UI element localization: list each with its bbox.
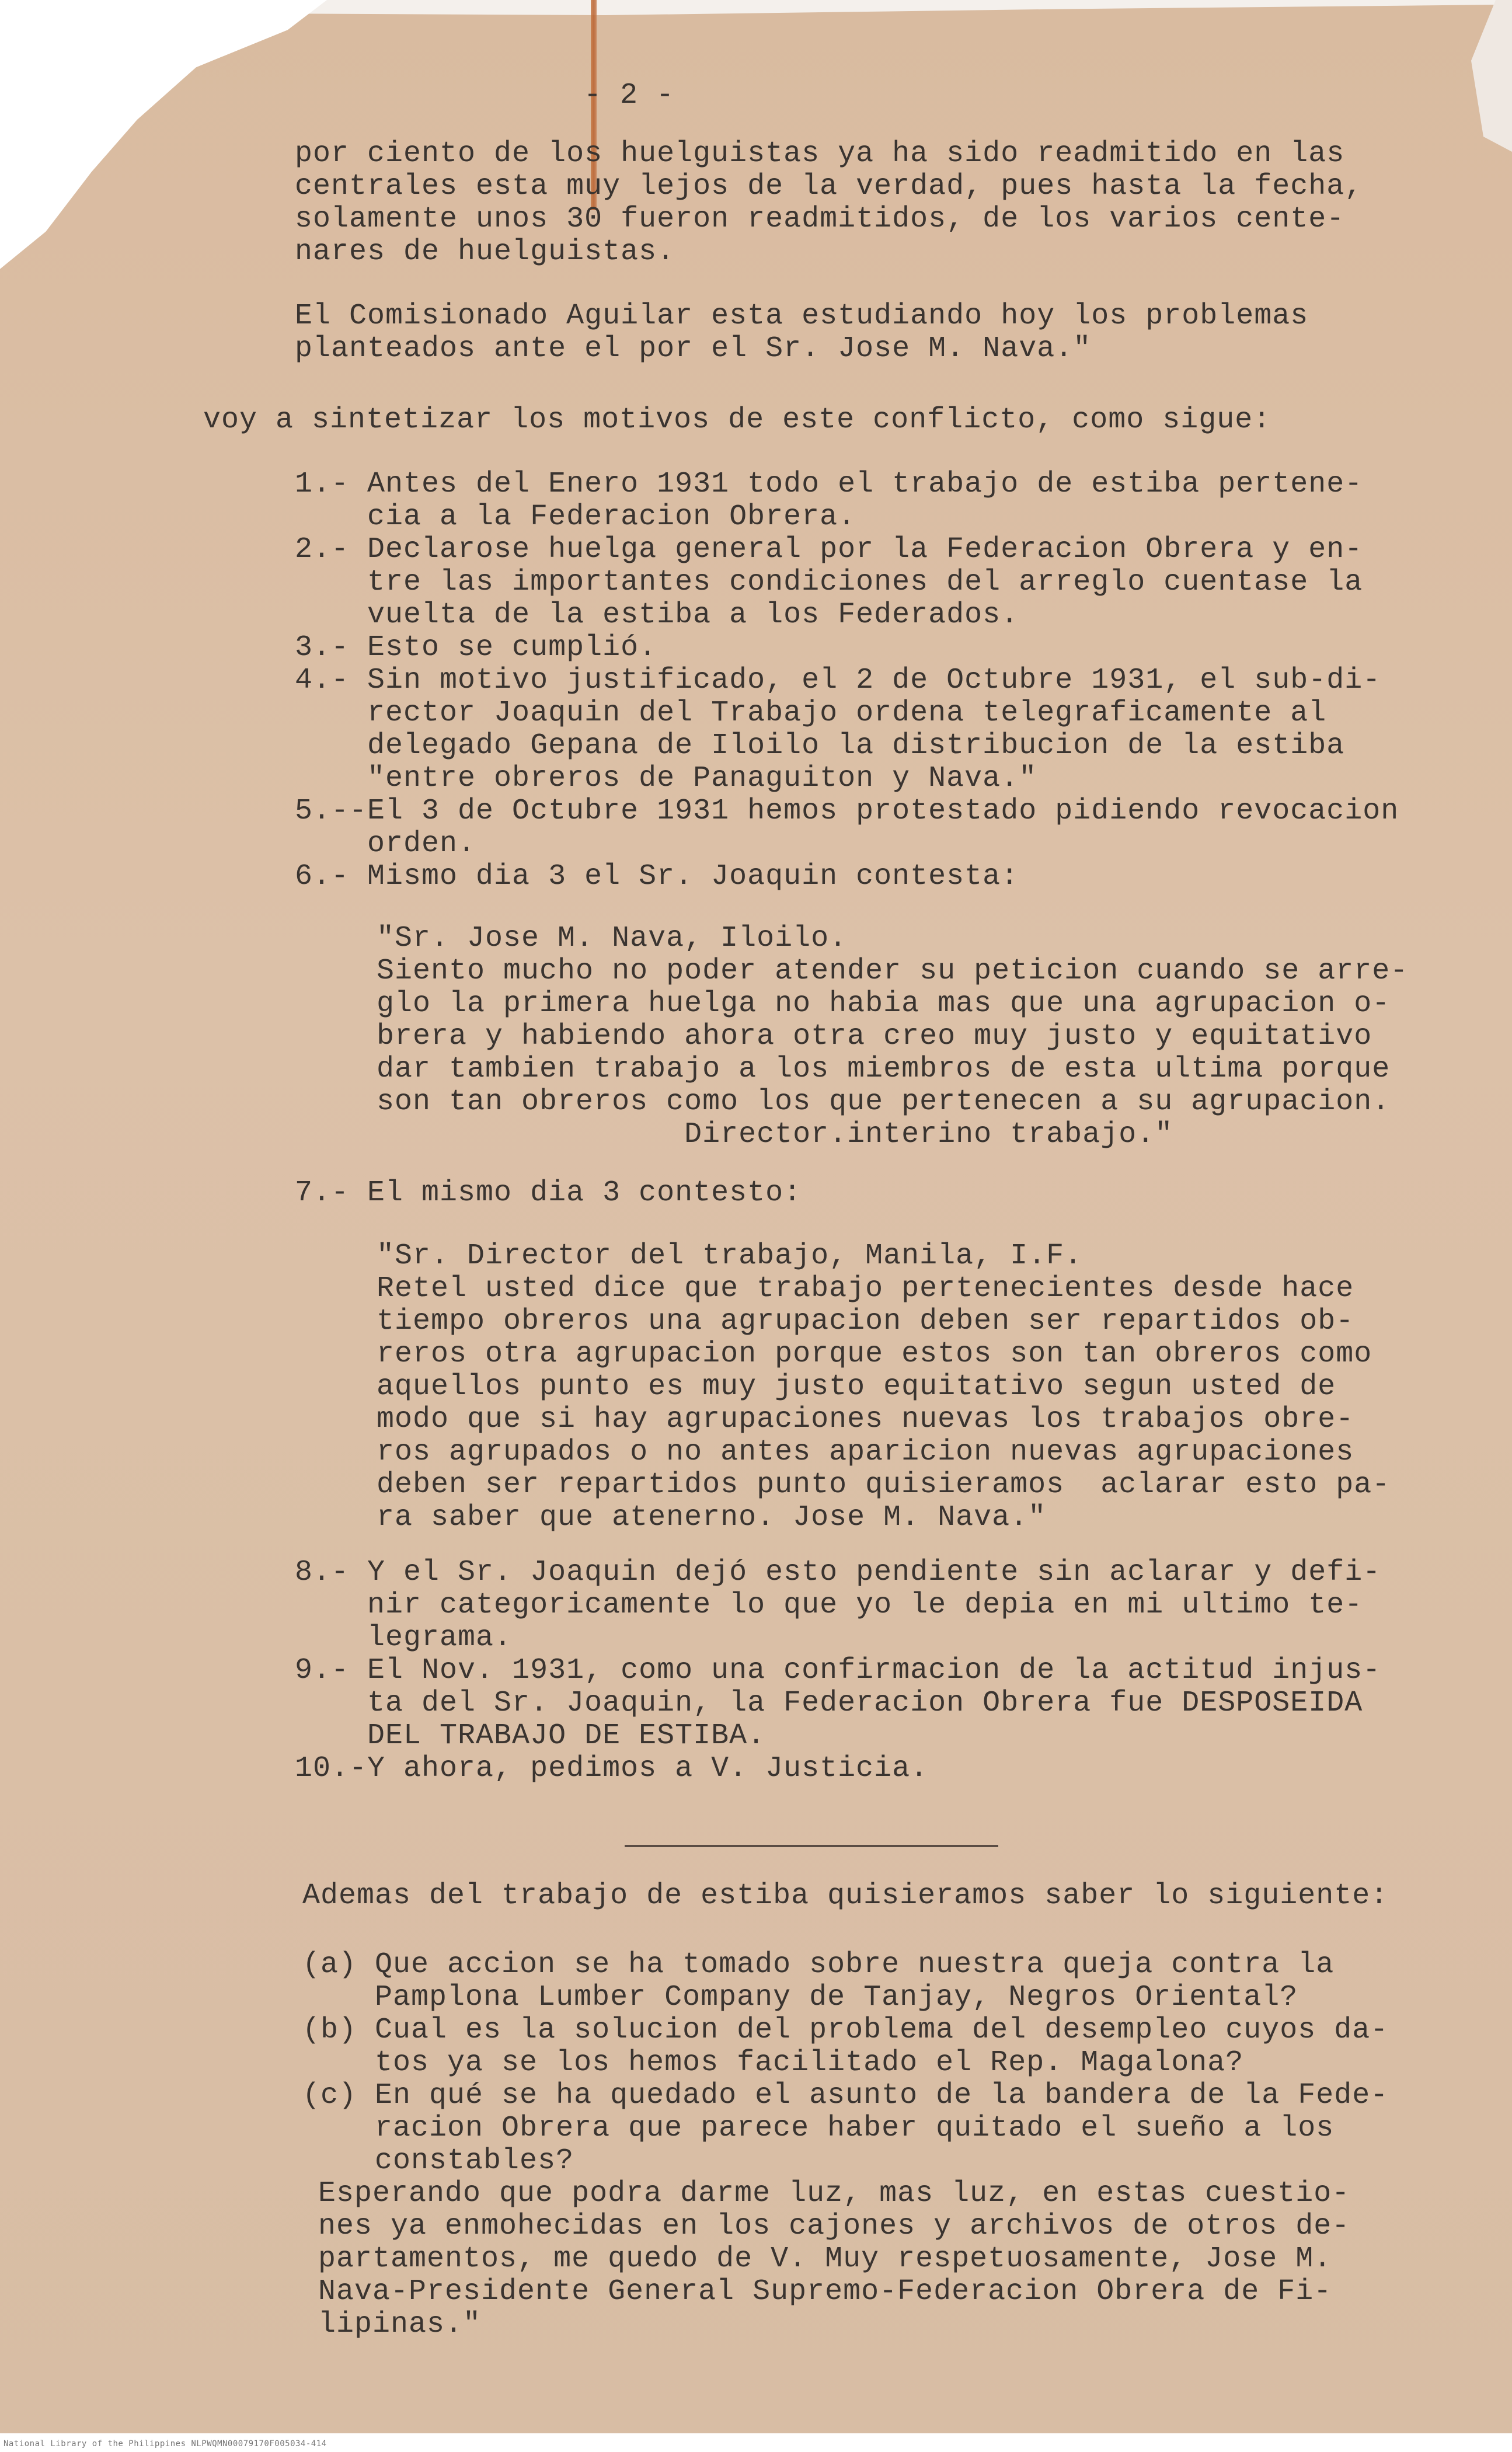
text-line: El Comisionado Aguilar esta estudiando hoy los problemas <box>295 299 1309 333</box>
list-item: (c) En qué se ha quedado el asunto de la bandera de la Fede- <box>302 2079 1389 2112</box>
section-divider <box>625 1845 998 1847</box>
page-number: - 2 - <box>584 79 675 112</box>
text-line: son tan obreros como los que pertenecen a su agrupacion. <box>377 1085 1391 1119</box>
list-item: 3.- Esto se cumplió. <box>295 631 657 664</box>
text-line: modo que si hay agrupaciones nuevas los trabajos obre- <box>377 1403 1354 1436</box>
text-line: reros otra agrupacion porque estos son tan obreros como <box>377 1338 1372 1371</box>
list-item: 10.-Y ahora, pedimos a V. Justicia. <box>295 1752 929 1785</box>
list-item: (a) Que accion se ha tomado sobre nuestra queja contra la <box>302 1948 1335 1981</box>
list-item: 6.- Mismo dia 3 el Sr. Joaquin contesta: <box>295 860 1019 893</box>
list-item: rector Joaquin del Trabajo ordena telegraficamente al <box>295 696 1327 730</box>
list-item: DEL TRABAJO DE ESTIBA. <box>295 1719 766 1753</box>
text-line: dar tambien trabajo a los miembros de esta ultima porque <box>377 1053 1391 1086</box>
text-line: "Sr. Jose M. Nava, Iloilo. <box>377 922 848 955</box>
text-line: partamentos, me quedo de V. Muy respetuosamente, Jose M. <box>318 2242 1332 2276</box>
list-item: tos ya se los hemos facilitado el Rep. Magalona? <box>302 2046 1244 2080</box>
list-item: 4.- Sin motivo justificado, el 2 de Octubre 1931, el sub-di- <box>295 664 1381 697</box>
text-line: "Sr. Director del trabajo, Manila, I.F. <box>377 1239 1083 1273</box>
text-line: nares de huelguistas. <box>295 235 675 269</box>
text-line: ros agrupados o no antes aparicion nuevas agrupaciones <box>377 1436 1354 1469</box>
list-item: "entre obreros de Panaguiton y Nava." <box>295 762 1037 795</box>
text-line: solamente unos 30 fueron readmitidos, de los varios cente- <box>295 203 1345 236</box>
text-line: nes ya enmohecidas en los cajones y archivos de otros de- <box>318 2210 1350 2243</box>
text-line: deben ser repartidos punto quisieramos aclarar esto pa- <box>377 1468 1391 1502</box>
text-line: Siento mucho no poder atender su peticion cuando se arre- <box>377 955 1409 988</box>
archive-footer: National Library of the Philippines NLPWQMN00079170F005034-414 <box>4 2439 327 2448</box>
list-item: legrama. <box>295 1621 513 1655</box>
list-item: 8.- Y el Sr. Joaquin dejó esto pendiente sin aclarar y defi- <box>295 1556 1381 1589</box>
text-line: Director.interino trabajo." <box>377 1118 1173 1151</box>
list-item: delegado Gepana de Iloilo la distribucion de la estiba <box>295 729 1345 762</box>
summary-intro: voy a sintetizar los motivos de este conflicto, como sigue: <box>203 403 1271 437</box>
list-item: racion Obrera que parece haber quitado el sueño a los <box>302 2112 1335 2145</box>
list-item: vuelta de la estiba a los Federados. <box>295 598 1019 632</box>
list-item: Pamplona Lumber Company de Tanjay, Negros Oriental? <box>302 1981 1298 2014</box>
list-item: (b) Cual es la solucion del problema del desempleo cuyos da- <box>302 2014 1389 2047</box>
text-line: glo la primera huelga no habia mas que una agrupacion o- <box>377 987 1391 1020</box>
list-item: nir categoricamente lo que yo le depia en mi ultimo te- <box>295 1589 1363 1622</box>
text-line: brera y habiendo ahora otra creo muy justo y equitativo <box>377 1020 1372 1053</box>
list-item: orden. <box>295 827 476 861</box>
list-item: cia a la Federacion Obrera. <box>295 500 856 534</box>
list-item: 9.- El Nov. 1931, como una confirmacion de la actitud injus- <box>295 1654 1381 1687</box>
text-line: aquellos punto es muy justo equitativo segun usted de <box>377 1370 1336 1403</box>
text-line: Retel usted dice que trabajo pertenecientes desde hace <box>377 1272 1354 1305</box>
text-line: tiempo obreros una agrupacion deben ser repartidos ob- <box>377 1305 1354 1338</box>
list-item: 2.- Declarose huelga general por la Federacion Obrera y en- <box>295 533 1363 566</box>
list-item: 7.- El mismo dia 3 contesto: <box>295 1176 802 1210</box>
text-line: por ciento de los huelguistas ya ha sido readmitido en las <box>295 137 1345 170</box>
list-item: ta del Sr. Joaquin, la Federacion Obrera fue DESPOSEIDA <box>295 1687 1363 1720</box>
text-line: centrales esta muy lejos de la verdad, pues hasta la fecha, <box>295 170 1363 203</box>
list-item: 5.--El 3 de Octubre 1931 hemos protestado pidiendo revocacion <box>295 795 1399 828</box>
text-line: Nava-Presidente General Supremo-Federacion Obrera de Fi- <box>318 2275 1332 2308</box>
text-line: planteados ante el por el Sr. Jose M. Nava." <box>295 332 1092 365</box>
list-item: 1.- Antes del Enero 1931 todo el trabajo de estiba pertene- <box>295 468 1363 501</box>
text-line: Esperando que podra darme luz, mas luz, en estas cuestio- <box>318 2177 1350 2210</box>
text-line: lipinas." <box>318 2308 482 2341</box>
additional-intro: Ademas del trabajo de estiba quisieramos saber lo siguiente: <box>302 1879 1389 1913</box>
list-item: constables? <box>302 2144 574 2178</box>
list-item: tre las importantes condiciones del arreglo cuentase la <box>295 566 1363 599</box>
text-line: ra saber que atenerno. Jose M. Nava." <box>377 1501 1047 1534</box>
